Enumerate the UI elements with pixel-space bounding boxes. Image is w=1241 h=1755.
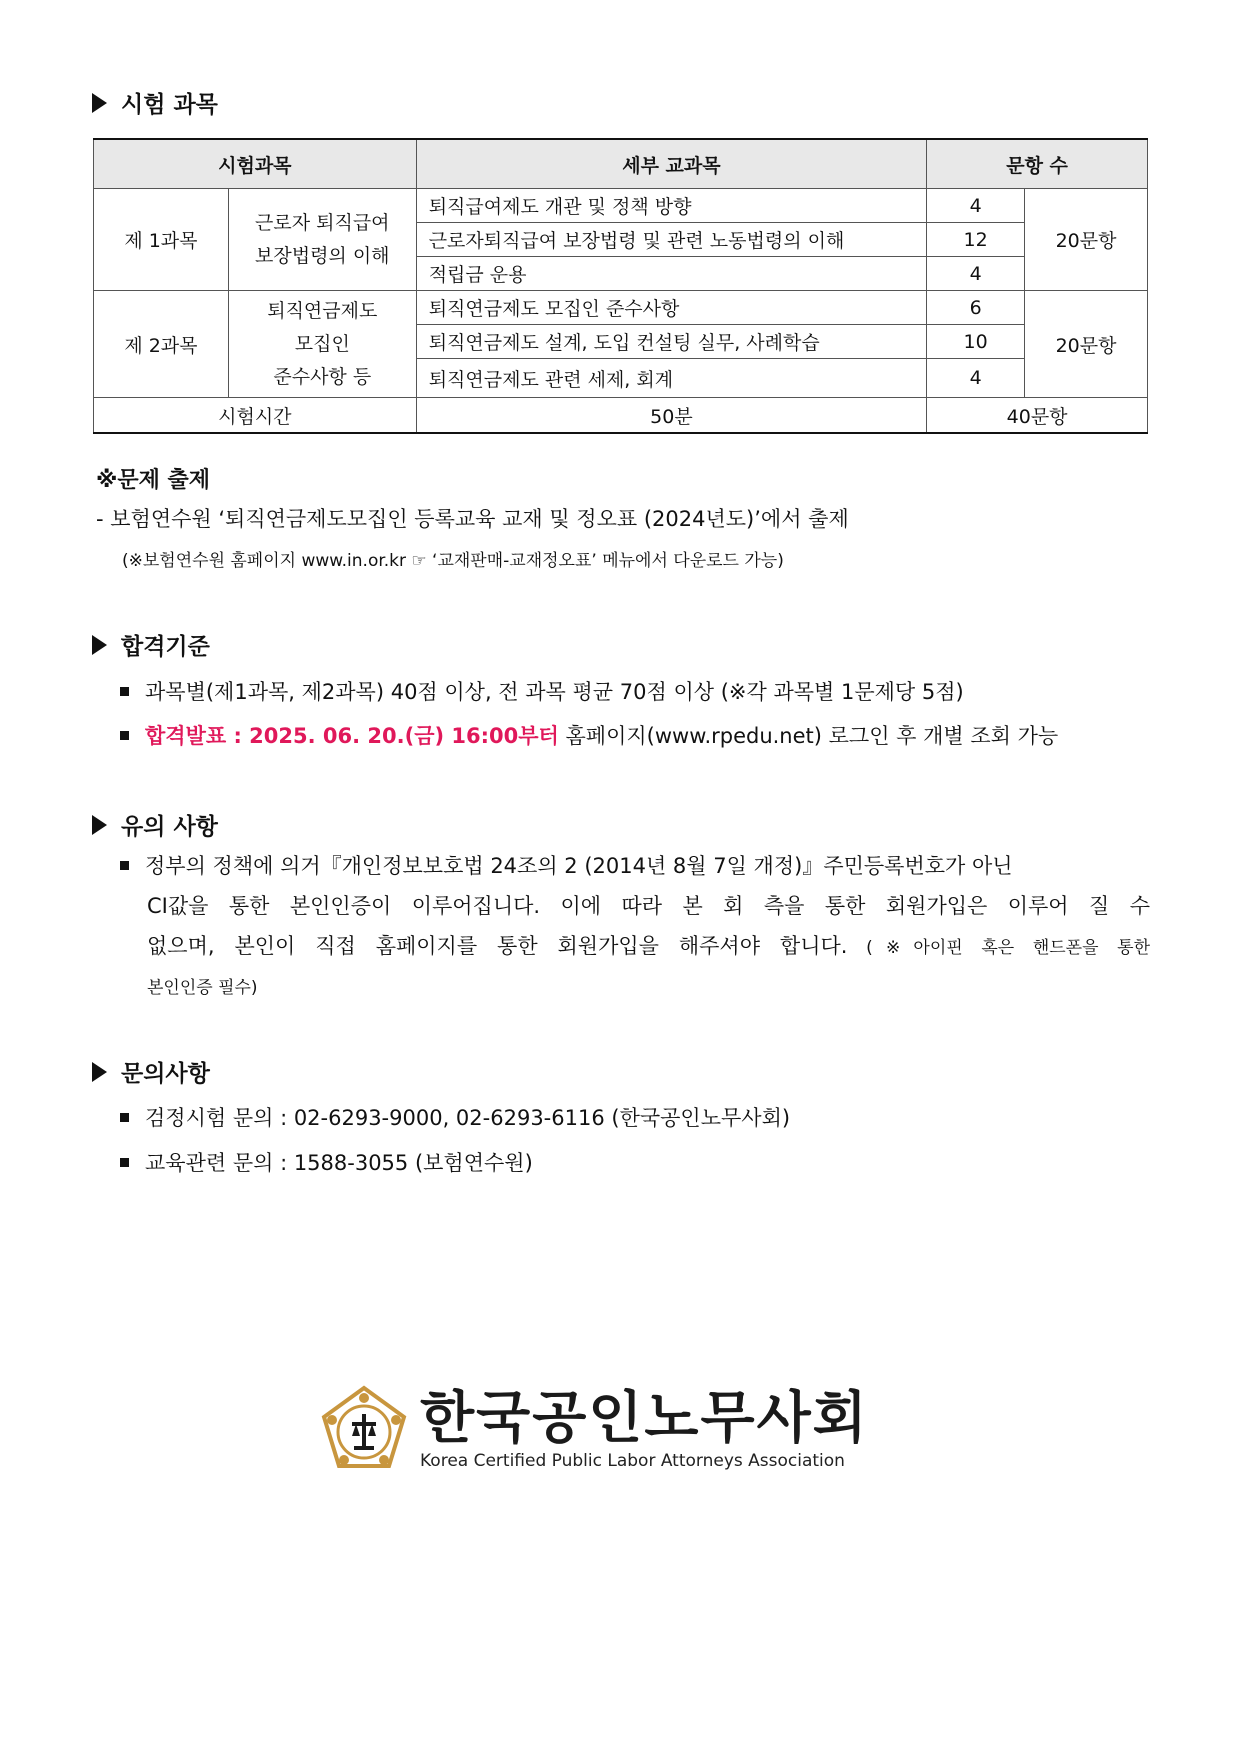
questions-download-note: (※보험연수원 홈페이지 www.in.or.kr ☞ ‘교재판매-교재정오표’ 메뉴에서 다운로드 가능) [122,551,784,571]
count-cell: 6 [927,291,1025,325]
total-cell: 20문항 [1025,291,1148,398]
questions-source-line: - 보험연수원 ‘퇴직연금제도모집인 등록교육 교재 및 정오표 (2024년도)’에서 출제 [96,507,849,531]
exam-time-value: 50분 [416,398,926,434]
area-cell: 근로자 퇴직급여 보장법령의 이해 [228,189,416,291]
logo-korean-name: 한국공인노무사회 [420,1386,869,1451]
section-title-exam-subjects: 시험 과목 [92,86,218,119]
triangle-bullet-icon [92,93,107,113]
triangle-bullet-icon [92,815,107,835]
pass-announcement-highlight: 합격발표 : 2025. 06. 20.(금) 16:00부터 [145,724,559,748]
square-bullet-icon [120,687,129,696]
area-cell: 퇴직연금제도 모집인 준수사항 등 [228,291,416,398]
notes-paragraph: 정부의 정책에 의거『개인정보보호법 24조의 2 (2014년 8월 7일 개정)』주민등록번호가 아닌 CI값을 통한 본인인증이 이루어집니다. 이에 따라 본 회 측을 통한 회원가입은 이루어 질 수 없으며, 본인이 직접 홈페이지를 통한 회원가입을 해주셔야 합니다. (※아이핀 혹은 핸드폰을 통한 본인인증 필수) [120,846,1150,1008]
list-item: 합격발표 : 2025. 06. 20.(금) 16:00부터 홈페이지(www.rpedu.net) 로그인 후 개별 조회 가능 [120,720,1058,750]
table-row [94,189,1148,223]
triangle-bullet-icon [92,1062,107,1082]
detail-cell: 퇴직연금제도 설계, 도입 컨설팅 실무, 사례학습 [416,325,926,359]
section-title-notes: 유의 사항 [92,808,218,841]
detail-cell: 퇴직급여제도 개관 및 정책 방향 [416,189,926,223]
detail-cell: 적립금 운용 [416,257,926,291]
table-header-row [94,139,1148,189]
header-subject: 시험과목 [94,139,417,189]
logo-english-name: Korea Certified Public Labor Attorneys Association [420,1451,845,1471]
subject-cell: 제 1과목 [94,189,229,291]
detail-cell: 근로자퇴직급여 보장법령 및 관련 노동법령의 이해 [416,223,926,257]
list-item: 검정시험 문의 : 02-6293-9000, 02-6293-6116 (한국공인노무사회) [120,1102,790,1132]
association-emblem-icon [318,1384,410,1476]
questions-title: ※문제 출제 [96,468,211,493]
exam-total-count: 40문항 [927,398,1148,434]
count-cell: 4 [927,257,1025,291]
subject-cell: 제 2과목 [94,291,229,398]
table-footer-row [94,398,1148,434]
square-bullet-icon [120,731,129,740]
association-logo [318,1384,869,1476]
square-bullet-icon [120,1158,129,1167]
count-cell: 12 [927,223,1025,257]
count-cell: 4 [927,359,1025,398]
count-cell: 4 [927,189,1025,223]
triangle-bullet-icon [92,635,107,655]
exam-subjects-table [93,138,1148,434]
square-bullet-icon [120,861,129,870]
square-bullet-icon [120,1113,129,1122]
total-cell: 20문항 [1025,189,1148,291]
detail-cell: 퇴직연금제도 모집인 준수사항 [416,291,926,325]
detail-cell: 퇴직연금제도 관련 세제, 회계 [416,359,926,398]
section-title-pass-criteria: 합격기준 [92,628,210,661]
section-title-inquiries: 문의사항 [92,1055,210,1088]
exam-time-label: 시험시간 [94,398,417,434]
header-detail: 세부 교과목 [416,139,926,189]
table-row [94,291,1148,325]
count-cell: 10 [927,325,1025,359]
header-count: 문항 수 [927,139,1148,189]
list-item: 과목별(제1과목, 제2과목) 40점 이상, 전 과목 평균 70점 이상 (※각 과목별 1문제당 5점) [120,676,964,706]
list-item: 교육관련 문의 : 1588-3055 (보험연수원) [120,1147,533,1177]
